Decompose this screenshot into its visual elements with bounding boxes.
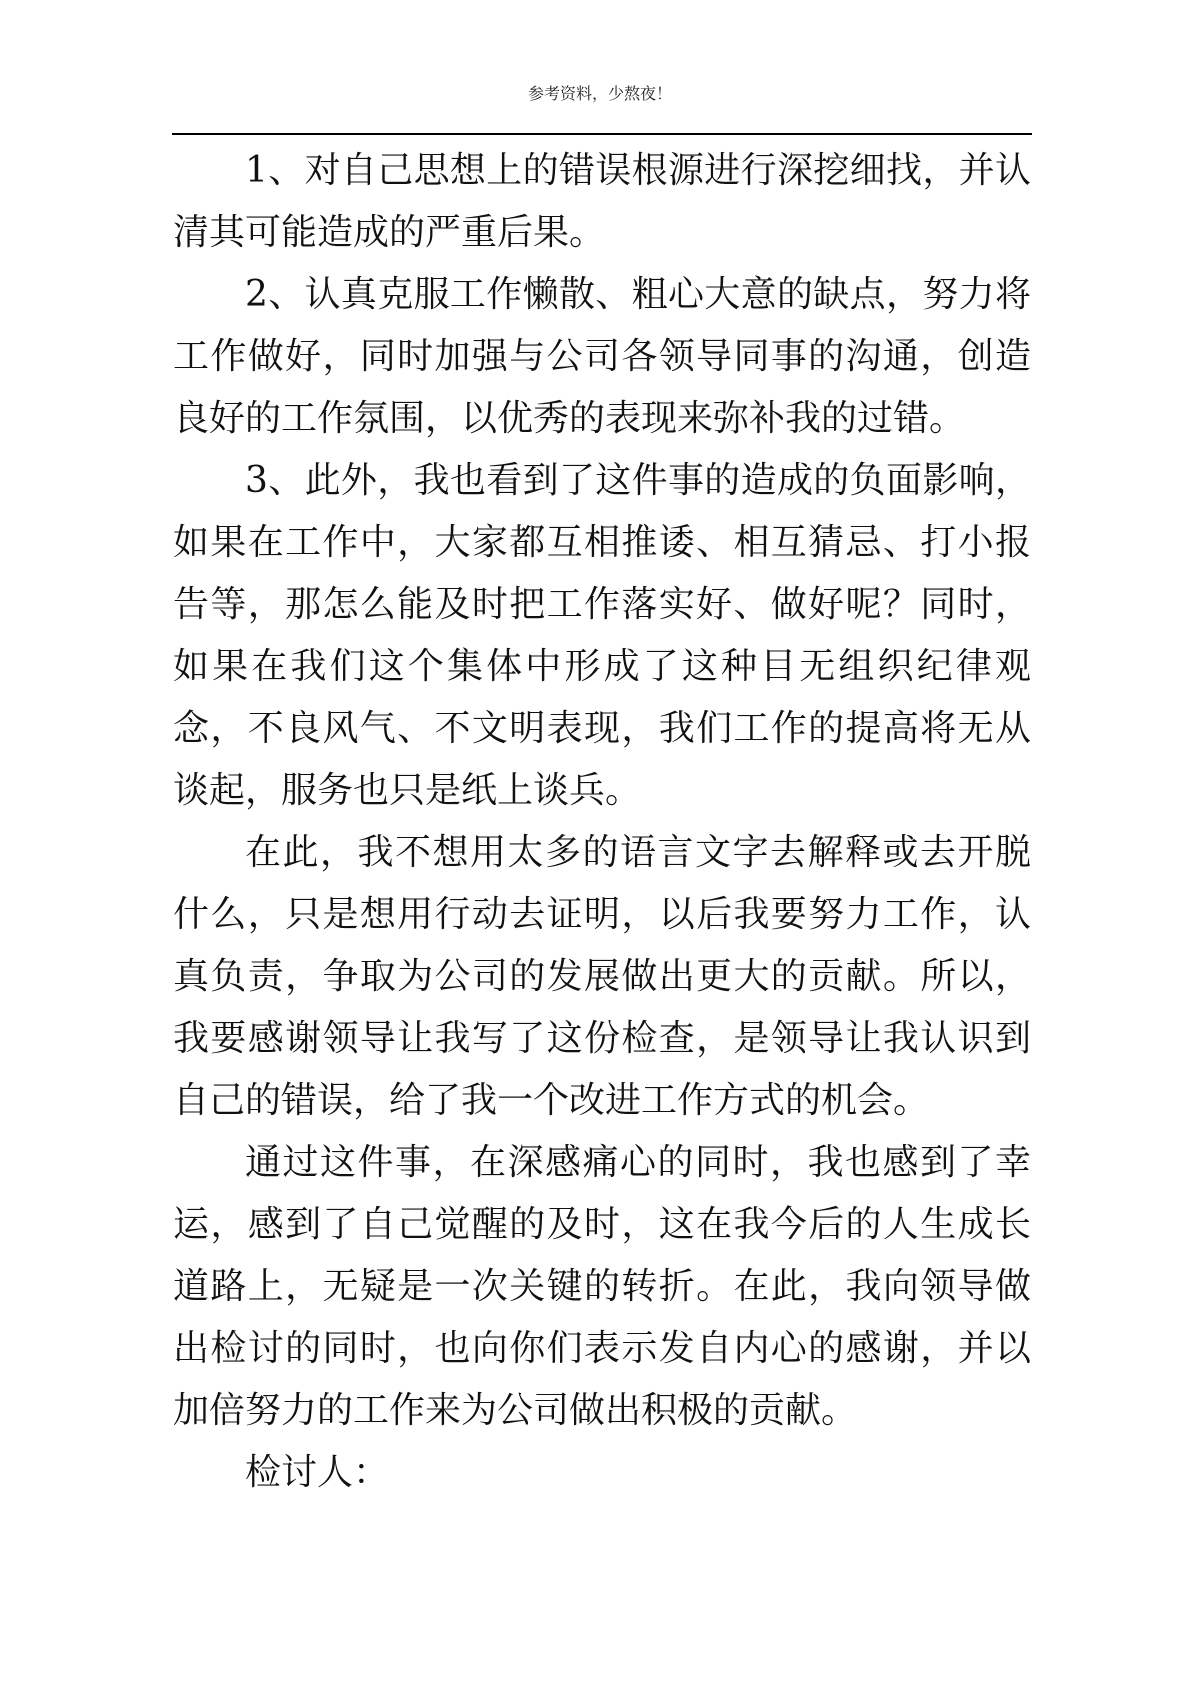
paragraph-5: 通过这件事，在深感痛心的同时，我也感到了幸运，感到了自己觉醒的及时，这在我今后的人生成长道路上，无疑是一次关键的转折。在此，我向领导做出检讨的同时，也向你们表示发自内心的感谢，并以加倍努力的工作来为公司做出积极的贡献。: [173, 1142, 1031, 1431]
paragraph-1: 1、对自己思想上的错误根源进行深挖细找，并认清其可能造成的严重后果。: [173, 150, 1031, 253]
paragraph-4: 在此，我不想用太多的语言文字去解释或去开脱什么，只是想用行动去证明，以后我要努力工作，认真负责，争取为公司的发展做出更大的贡献。所以，我要感谢领导让我写了这份检查，是领导让我认识到自己的错误，给了我一个改进工作方式的机会。: [173, 832, 1031, 1121]
document-body: [173, 140, 1031, 1504]
paragraph-3: 3、此外，我也看到了这件事的造成的负面影响，如果在工作中，大家都互相推诿、相互猜忌、打小报告等，那怎么能及时把工作落实好、做好呢？同时，如果在我们这个集体中形成了这种目无组织纪律观念，不良风气、不文明表现，我们工作的提高将无从谈起，服务也只是纸上谈兵。: [173, 460, 1031, 811]
page-header: 参考资料，少熬夜！: [527, 84, 672, 103]
paragraph-2: 2、认真克服工作懒散、粗心大意的缺点，努力将工作做好，同时加强与公司各领导同事的沟通，创造良好的工作氛围，以优秀的表现来弥补我的过错。: [173, 274, 1031, 439]
header-divider: [172, 133, 1032, 135]
signature-line: 检讨人：: [245, 1452, 390, 1493]
